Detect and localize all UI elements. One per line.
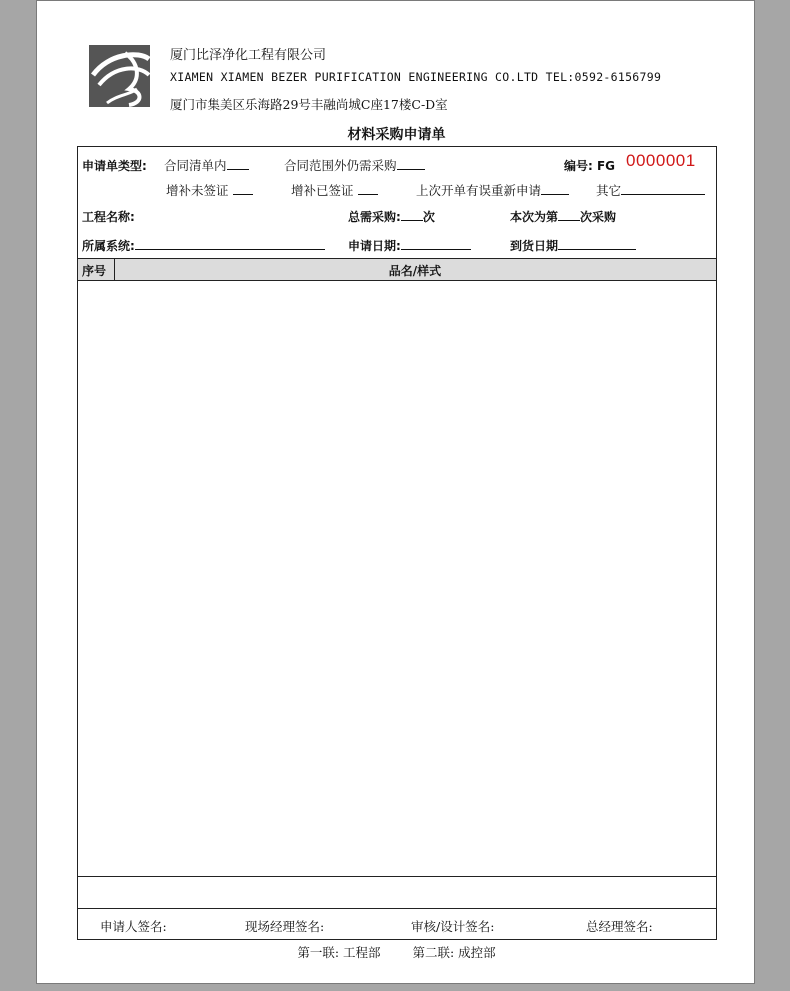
arrive-date-blank[interactable]	[558, 237, 636, 250]
copy-2: 第二联: 成控部	[412, 945, 496, 960]
total-unit: 次	[422, 210, 435, 224]
this-unit: 次采购	[580, 210, 617, 224]
project-label: 工程名称:	[82, 210, 135, 224]
opt-unsigned-blank[interactable]	[233, 182, 253, 195]
opt-signed-blank[interactable]	[358, 182, 378, 195]
opt-other[interactable]	[596, 181, 705, 199]
arrive-date-label: 到货日期	[510, 239, 559, 253]
divider-signatures	[78, 908, 716, 909]
opt-contract-blank[interactable]	[227, 157, 249, 170]
company-address: 厦门市集美区乐海路29号丰融尚城C座17楼C-D室	[170, 97, 448, 112]
sig-general-manager: 总经理签名:	[586, 919, 653, 934]
copy-1: 第一联: 工程部	[297, 945, 381, 960]
opt-outside-label: 合同范围外仍需采购	[284, 158, 397, 173]
total-label: 总需采购:	[348, 210, 401, 224]
system-blank[interactable]	[135, 237, 325, 250]
system-field[interactable]	[82, 237, 325, 254]
col-name-header: 品名/样式	[388, 264, 442, 278]
sig-applicant: 申请人签名:	[100, 919, 167, 934]
opt-unsigned[interactable]	[166, 181, 253, 199]
serial-label: 编号: FG	[564, 159, 616, 173]
document-page	[36, 0, 755, 984]
opt-reapply-blank[interactable]	[541, 182, 569, 195]
this-blank[interactable]	[558, 208, 580, 221]
apply-date-field[interactable]	[348, 237, 471, 254]
opt-unsigned-label: 增补未签证	[166, 183, 229, 198]
opt-contract-label: 合同清单内	[164, 158, 227, 173]
divider-remarks	[78, 876, 716, 877]
opt-other-blank[interactable]	[621, 182, 705, 195]
total-purchase[interactable]	[348, 208, 435, 225]
apply-date-label: 申请日期:	[348, 239, 401, 253]
sig-review: 审核/设计签名:	[411, 919, 495, 934]
company-name-cn: 厦门比泽净化工程有限公司	[170, 48, 327, 63]
this-label: 本次为第	[510, 210, 559, 224]
table-header	[78, 258, 716, 281]
opt-signed[interactable]	[291, 181, 378, 199]
opt-outside-blank[interactable]	[397, 157, 425, 170]
serial-number: 0000001	[626, 151, 696, 170]
opt-reapply[interactable]	[416, 181, 569, 199]
apply-date-blank[interactable]	[401, 237, 471, 250]
this-purchase[interactable]	[510, 208, 616, 225]
type-label: 申请单类型:	[82, 159, 147, 173]
opt-reapply-label: 上次开单有误重新申请	[416, 183, 542, 198]
company-logo	[89, 45, 150, 107]
company-name-en: XIAMEN XIAMEN BEZER PURIFICATION ENGINEERING CO.LTD TEL:0592-6156799	[170, 70, 662, 84]
col-seq-header: 序号	[82, 264, 107, 278]
opt-contract[interactable]	[164, 156, 249, 174]
system-label: 所属系统:	[82, 239, 135, 253]
opt-other-label: 其它	[596, 183, 622, 198]
arrive-date-field[interactable]	[510, 237, 636, 254]
copy-footer	[37, 943, 756, 961]
opt-signed-label: 增补已签证	[291, 183, 354, 198]
items-area[interactable]	[78, 281, 716, 876]
opt-outside[interactable]	[284, 156, 425, 174]
bezer-logo-icon	[89, 45, 150, 107]
sig-site-manager: 现场经理签名:	[245, 919, 325, 934]
total-blank[interactable]	[401, 208, 423, 221]
form-frame	[77, 146, 717, 940]
form-title: 材料采购申请单	[347, 127, 446, 143]
